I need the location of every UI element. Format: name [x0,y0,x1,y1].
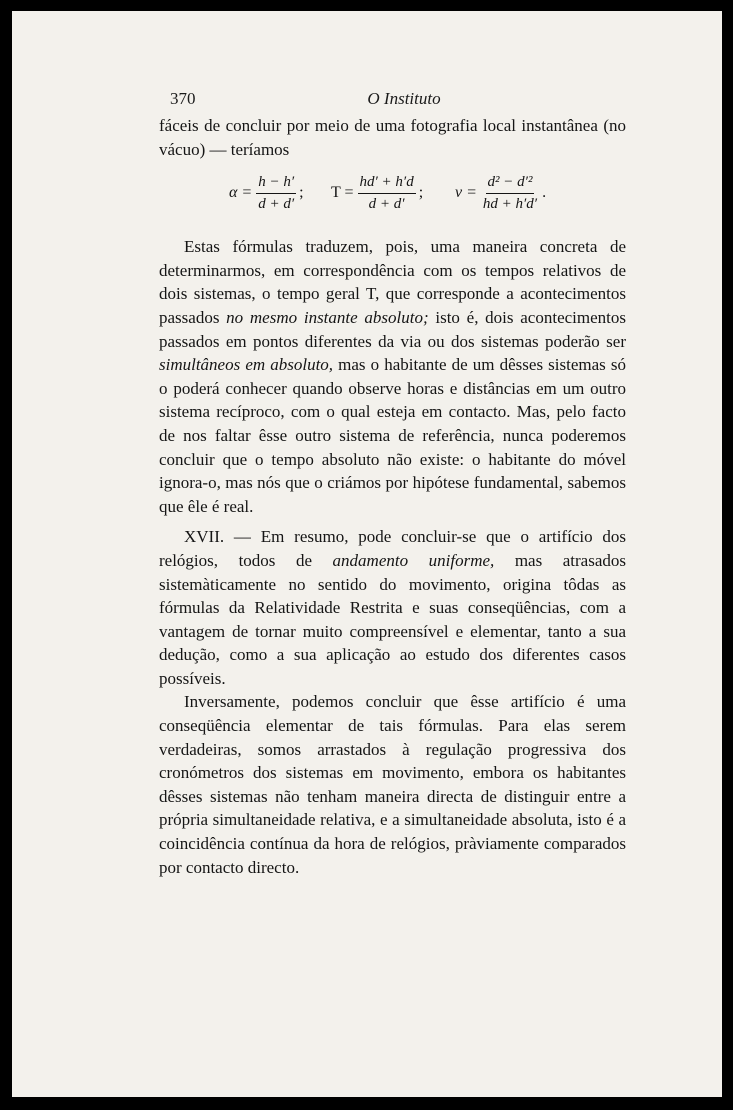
formula-alpha-numerator: h − h′ [256,172,296,194]
formula-alpha-lhs: α = [229,184,253,202]
paragraph-formulas-meaning [159,235,626,518]
formula-alpha-punct: ; [299,184,304,202]
p2-text-a: Estas fórmulas traduzem, pois, uma maneira concreta de determinarmos, em correspondência com os tempos relativos de dois sistemas, o tempo geral T, que corresponde a acontecimentos passados [159,237,626,327]
p2-text-b: isto é, dois acontecimentos passados em pontos diferentes da via ou dos sistemas poderão ser [159,307,626,351]
p2-text-c: mas o habitante de um dêsses sistemas só o poderá conhecer quando observe horas e distâncias em um outro sistema recíproco, com o qual esteja em contacto. Mas, pelo facto de nos faltar êsse outro sistema de referência, nunca poderemos concluir que o tempo absoluto não existe: o habitante do móvel ignora-o, mas nós que o criámos por hipótese fundamental, sabemos que êle é real. [159,355,626,516]
formula-block [159,165,626,225]
formula-v-fraction [481,172,539,215]
formula-T-numerator: hd′ + h′d [358,172,416,194]
formula-v-lhs: v = [455,184,477,202]
p3-text-a: XVII. — Em resumo, pode concluir-se que o artifício dos relógios, todos de [159,527,626,570]
running-head [170,89,638,111]
formula-v-denominator: hd + h′d′ [482,195,538,212]
body-text [159,114,626,879]
p3-text-b: mas atrasados sistemàticamente no sentido do movimento, origina tôdas as fórmulas da Relatividade Restrita e suas conseqüências, com a vantagem de tornar muito compreensível e elementar, tanto a sua dedução, como a sua aplicação ao estudo dos diferentes casos possíveis. [159,550,627,688]
paragraph-section-xvii [159,525,626,690]
formula-T-fraction [358,172,416,215]
p2-emphasis-simultaneos: simultâneos em absoluto, [159,355,334,375]
formula-T-denominator: d + d′ [368,195,405,212]
p3-emphasis-andamento: andamento uniforme, [332,550,495,570]
formula-alpha-denominator: d + d′ [258,195,295,212]
p2-emphasis-instante: no mesmo instante absoluto; [226,307,429,327]
formula-T-punct: ; [418,184,424,202]
formula-T [331,165,423,221]
formula-v-punct: . [542,184,547,202]
formula-v-numerator: d² − d′² [486,172,535,194]
paragraph-inversamente: Inversamente, podemos concluir que êsse artifício é uma conseqüência elementar de tais fórmulas. Para elas serem verdadeiras, somos arrastados à regulação progressiva dos cronómetros dos sistemas em movimento, embora os habitantes dêsses sistemas não tenham maneira directa de distinguir entre a própria simultaneidade relativa, e a simultaneidade absoluta, isto é a coincidência contínua da hora de relógios, pràviamente comparados por contacto directo. [159,692,626,877]
formula-alpha-fraction [256,172,296,215]
page-number: 370 [170,89,196,108]
formula-T-lhs: T = [331,184,354,202]
paragraph-intro: fáceis de concluir por meio de uma fotografia local instantânea (no vácuo) — teríamos [159,116,626,159]
journal-title: O Instituto [367,89,441,108]
formula-alpha [229,165,304,221]
formula-v [455,165,546,221]
